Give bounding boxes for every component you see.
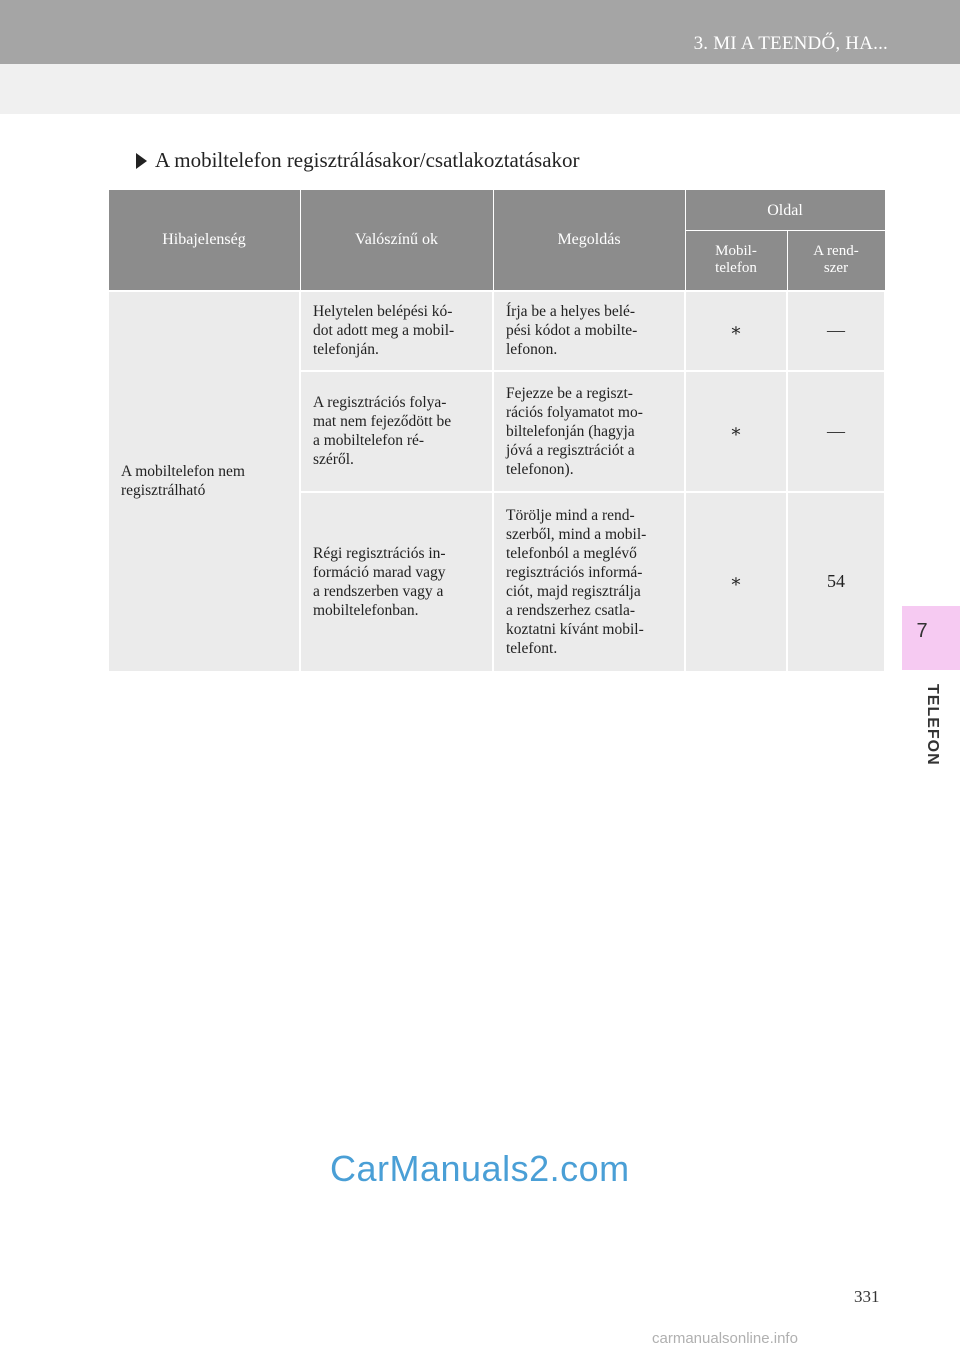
chapter-number: 7 xyxy=(916,620,928,642)
mobile-page-cell: ∗ xyxy=(685,371,787,492)
symptom-cell: A mobiltelefon nem regisztrálható xyxy=(108,291,300,672)
cause-cell: A regisztrációs folya- mat nem fejeződött be a mobiltelefon ré- széről. xyxy=(300,371,493,492)
chapter-title: 3. MI A TEENDŐ, HA... xyxy=(693,33,888,54)
page-number: 331 xyxy=(854,1287,880,1306)
mobile-page-cell: ∗ xyxy=(685,492,787,672)
cause-cell: Helytelen belépési kó- dot adott meg a mobil- telefonján. xyxy=(300,291,493,371)
solution-cell: Fejezze be a regiszt- rációs folyamatot mo- biltelefonján (hagyja jóvá a regisztrációt a telefonon). xyxy=(493,371,685,492)
system-page-cell: 54 xyxy=(787,492,885,672)
header-mobile: Mobil- telefon xyxy=(685,231,787,291)
cause-cell: Régi regisztrációs in- formáció marad vagy a rendszerben vagy a mobiltelefonban. xyxy=(300,492,493,672)
chapter-tab xyxy=(902,606,960,670)
mobile-page-cell: ∗ xyxy=(685,291,787,371)
header-page: Oldal xyxy=(685,190,885,231)
solution-cell: Írja be a helyes belé- pési kódot a mobilte- lefonon. xyxy=(493,291,685,371)
chapter-label: TELEFON xyxy=(924,684,941,766)
solution-cell: Törölje mind a rend- szerből, mind a mobil- telefonból a meglévő regisztrációs informá- ciót, majd regisztrálja a rendszerhez csatla- koztatni kívánt mobil- telefont. xyxy=(493,492,685,672)
section-heading xyxy=(136,148,580,173)
footer-url: carmanualsonline.info xyxy=(652,1330,798,1347)
troubleshooting-table xyxy=(107,189,886,673)
watermark-text: CarManuals2.com xyxy=(330,1148,630,1189)
header-band xyxy=(0,0,960,64)
system-page-cell: — xyxy=(787,291,885,371)
section-heading-text: A mobiltelefon regisztrálásakor/csatlakoztatásakor xyxy=(155,148,580,172)
header-system: A rend- szer xyxy=(787,231,885,291)
header-cause: Valószínű ok xyxy=(300,190,493,291)
table-row xyxy=(108,291,885,371)
header-solution: Megoldás xyxy=(493,190,685,291)
system-page-cell: — xyxy=(787,371,885,492)
header-sub-band xyxy=(0,64,960,114)
triangle-bullet-icon xyxy=(136,153,147,169)
header-symptom: Hibajelenség xyxy=(108,190,300,291)
